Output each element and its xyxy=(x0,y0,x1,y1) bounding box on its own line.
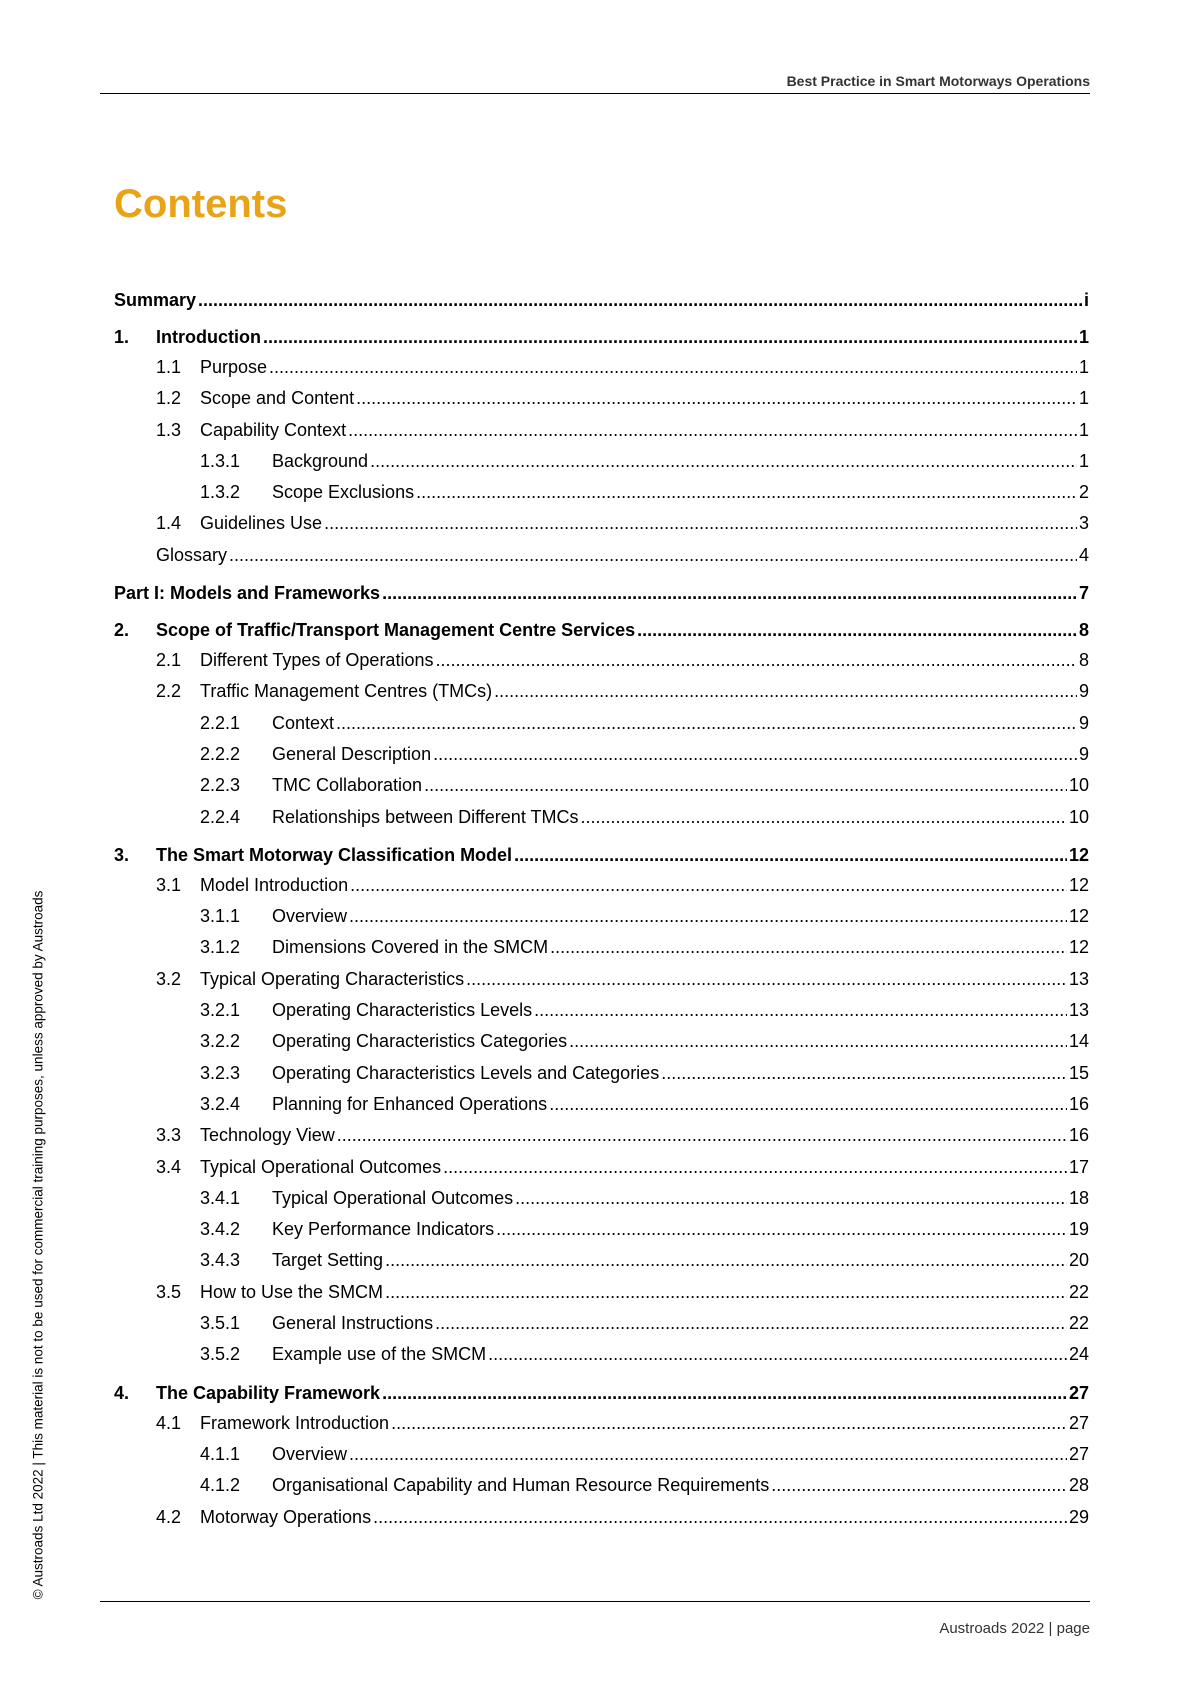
toc-entry-label: Scope and Content xyxy=(200,388,355,409)
toc-entry-label: Introduction xyxy=(156,327,261,347)
toc-entry[interactable] xyxy=(114,1308,1089,1339)
dot-leader xyxy=(488,1339,1067,1370)
toc-entry-label: Technology View xyxy=(200,1125,335,1146)
toc-entry[interactable] xyxy=(114,540,1089,571)
toc-entry-label: Part I: Models and Frameworks xyxy=(114,583,381,604)
toc-entry-number: 2.2.1 xyxy=(200,712,241,733)
toc-entry-page: 2 xyxy=(1078,482,1089,503)
toc-entry-label: Capability Context xyxy=(200,419,347,440)
toc-entry-number: 1.3.2 xyxy=(200,482,241,503)
toc-entry-label: Organisational Capability and Human Resource Requirements xyxy=(272,1475,770,1496)
toc-entry[interactable] xyxy=(114,1152,1089,1183)
toc-entry-page: 29 xyxy=(1068,1506,1089,1527)
dot-leader xyxy=(435,1308,1067,1339)
toc-entry-number: 2.1 xyxy=(156,650,182,671)
dot-leader xyxy=(382,1378,1067,1408)
dot-leader xyxy=(661,1058,1067,1089)
dot-leader xyxy=(416,477,1077,508)
toc-entry-label: Relationships between Different TMCs xyxy=(272,806,579,827)
toc-entry-page: 1 xyxy=(1078,388,1089,409)
toc-entry-page: 27 xyxy=(1068,1443,1089,1464)
dot-leader xyxy=(771,1470,1067,1501)
toc-entry-number: 3.1.2 xyxy=(200,937,241,958)
toc-entry-label: TMC Collaboration xyxy=(272,775,423,796)
toc-entry-number: 1.2 xyxy=(156,388,182,409)
toc-entry-label: General Description xyxy=(272,743,432,764)
header-divider xyxy=(100,93,1090,94)
toc-entry[interactable] xyxy=(114,840,1089,870)
toc-entry-label: Summary xyxy=(114,290,197,310)
toc-entry-number: 2. xyxy=(114,620,130,641)
toc-entry-label: Operating Characteristics Levels xyxy=(272,1000,533,1021)
toc-entry-label: The Capability Framework xyxy=(156,1382,381,1403)
toc-entry-label: Target Setting xyxy=(272,1250,384,1271)
toc-entry-page: 12 xyxy=(1068,844,1089,865)
toc-entry-number: 3.5.2 xyxy=(200,1344,241,1365)
dot-leader xyxy=(550,932,1067,963)
toc-entry-number: 2.2.3 xyxy=(200,775,241,796)
toc-entry-number: 3. xyxy=(114,844,130,865)
dot-leader xyxy=(356,383,1077,414)
toc-entry-number: 2.2.2 xyxy=(200,743,241,764)
toc-entry-page: 18 xyxy=(1068,1187,1089,1208)
toc-entry-label: Traffic Management Centres (TMCs) xyxy=(200,681,493,702)
toc-entry-number: 3.5 xyxy=(156,1281,182,1302)
dot-leader xyxy=(637,615,1077,645)
toc-entry-page: 3 xyxy=(1078,513,1089,534)
toc-entry[interactable] xyxy=(114,1378,1089,1408)
toc-entry-page: 17 xyxy=(1068,1156,1089,1177)
toc-entry-page: 27 xyxy=(1068,1412,1089,1433)
toc-entry-label: Model Introduction xyxy=(200,874,349,895)
toc-entry[interactable] xyxy=(114,964,1089,995)
toc-entry-label: Framework Introduction xyxy=(200,1412,390,1433)
toc-entry-number: 1.4 xyxy=(156,513,182,534)
toc-entry-page: 13 xyxy=(1068,1000,1089,1021)
toc-entry-page: 10 xyxy=(1068,775,1089,796)
dot-leader xyxy=(229,540,1077,571)
toc-entry-page: i xyxy=(1083,290,1089,310)
dot-leader xyxy=(515,1183,1067,1214)
toc-entry-label: Scope Exclusions xyxy=(272,482,415,503)
toc-entry-label: Typical Operational Outcomes xyxy=(272,1187,514,1208)
dot-leader xyxy=(433,739,1077,770)
toc-entry[interactable] xyxy=(114,1502,1089,1533)
dot-leader xyxy=(514,840,1067,870)
toc-entry-number: 3.2.2 xyxy=(200,1031,241,1052)
toc-entry-page: 4 xyxy=(1078,544,1089,565)
toc-entry[interactable] xyxy=(114,508,1089,539)
toc-entry-label: General Instructions xyxy=(272,1313,434,1334)
toc-entry-page: 1 xyxy=(1078,450,1089,471)
toc-entry-page: 7 xyxy=(1078,583,1089,604)
toc-entry-label: How to Use the SMCM xyxy=(200,1281,384,1302)
dot-leader xyxy=(350,870,1067,901)
toc-entry[interactable] xyxy=(114,477,1089,508)
toc-entry-page: 22 xyxy=(1068,1313,1089,1334)
toc-entry[interactable] xyxy=(114,995,1089,1026)
toc-entry-number: 4.1 xyxy=(156,1412,182,1433)
toc-entry[interactable] xyxy=(114,645,1089,676)
toc-entry-page: 15 xyxy=(1068,1062,1089,1083)
toc-entry-page: 28 xyxy=(1068,1475,1089,1496)
dot-leader xyxy=(336,708,1077,739)
dot-leader xyxy=(348,415,1077,446)
toc-entry-label: Planning for Enhanced Operations xyxy=(272,1093,548,1114)
toc-entry-label: Overview xyxy=(272,1443,348,1464)
copyright-notice: © Austroads Ltd 2022 | This material is not to be used for commercial training purposes, unless approved by Austroads xyxy=(30,890,46,1600)
running-header: Best Practice in Smart Motorways Operations xyxy=(786,73,1090,89)
toc-entry-label: Dimensions Covered in the SMCM xyxy=(272,937,549,958)
toc-entry-number: 3.1.1 xyxy=(200,906,241,927)
toc-entry[interactable] xyxy=(114,578,1089,608)
toc-entry-page: 16 xyxy=(1068,1125,1089,1146)
toc-entry-label: Motorway Operations xyxy=(200,1506,372,1527)
dot-leader xyxy=(263,322,1077,352)
dot-leader xyxy=(324,508,1077,539)
toc-entry[interactable] xyxy=(114,415,1089,446)
toc-entry-number: 2.2.4 xyxy=(200,806,241,827)
dot-leader xyxy=(385,1277,1067,1308)
dot-leader xyxy=(435,645,1077,676)
toc-entry-number: 3.4.2 xyxy=(200,1219,241,1240)
dot-leader xyxy=(373,1502,1067,1533)
toc-entry[interactable] xyxy=(114,383,1089,414)
toc-entry-label: Example use of the SMCM xyxy=(272,1344,487,1365)
dot-leader xyxy=(534,995,1067,1026)
toc-entry-number: 3.2.4 xyxy=(200,1093,241,1114)
toc-entry-page: 1 xyxy=(1078,357,1089,377)
toc-entry-number: 4. xyxy=(114,1382,130,1403)
toc-entry-label: Overview xyxy=(272,906,348,927)
toc-entry-number: 4.1.2 xyxy=(200,1475,241,1496)
toc-entry[interactable] xyxy=(114,1439,1089,1470)
toc-entry[interactable] xyxy=(114,802,1089,833)
toc-entry-page: 9 xyxy=(1078,681,1089,702)
toc-entry[interactable] xyxy=(114,870,1089,901)
toc-entry[interactable] xyxy=(114,285,1089,315)
toc-entry-page: 8 xyxy=(1078,620,1089,641)
dot-leader xyxy=(370,446,1077,477)
toc-entry[interactable] xyxy=(114,739,1089,770)
toc-entry-number: 1.3.1 xyxy=(200,450,241,471)
toc-entry-number: 2.2 xyxy=(156,681,182,702)
toc-entry[interactable] xyxy=(114,932,1089,963)
toc-entry-number: 1.3 xyxy=(156,419,182,440)
toc-entry-number: 1.1 xyxy=(156,357,182,377)
toc-entry[interactable] xyxy=(114,1058,1089,1089)
toc-entry-page: 22 xyxy=(1068,1281,1089,1302)
dot-leader xyxy=(385,1245,1067,1276)
toc-entry-label: Different Types of Operations xyxy=(200,650,434,671)
toc-entry-page: 12 xyxy=(1068,874,1089,895)
toc-entry-label: Purpose xyxy=(200,357,268,377)
footer-page-label: Austroads 2022 | page xyxy=(939,1620,1090,1637)
toc-entry-number: 3.2.1 xyxy=(200,1000,241,1021)
toc-entry[interactable] xyxy=(114,352,1089,383)
toc-entry-label: Background xyxy=(272,450,369,471)
toc-entry[interactable] xyxy=(114,322,1089,352)
toc-entry-page: 8 xyxy=(1078,650,1089,671)
toc-entry-number: 3.2.3 xyxy=(200,1062,241,1083)
toc-entry[interactable] xyxy=(114,1120,1089,1151)
toc-entry[interactable] xyxy=(114,708,1089,739)
toc-entry-label: Guidelines Use xyxy=(200,513,323,534)
dot-leader xyxy=(349,1439,1067,1470)
toc-entry[interactable] xyxy=(114,446,1089,477)
toc-entry-page: 27 xyxy=(1068,1382,1089,1403)
toc-entry-number: 3.4.1 xyxy=(200,1187,241,1208)
dot-leader xyxy=(569,1026,1067,1057)
toc-entry-label: The Smart Motorway Classification Model xyxy=(156,844,513,865)
table-of-contents xyxy=(114,285,1089,1533)
dot-leader xyxy=(496,1214,1067,1245)
toc-entry-page: 19 xyxy=(1068,1219,1089,1240)
dot-leader xyxy=(494,676,1077,707)
toc-entry-number: 4.1.1 xyxy=(200,1443,241,1464)
toc-entry[interactable] xyxy=(114,770,1089,801)
toc-entry[interactable] xyxy=(114,1245,1089,1276)
toc-entry-number: 3.4.3 xyxy=(200,1250,241,1271)
toc-entry-label: Typical Operational Outcomes xyxy=(200,1156,442,1177)
toc-entry[interactable] xyxy=(114,1339,1089,1370)
toc-entry[interactable] xyxy=(114,1470,1089,1501)
toc-entry-number: 3.2 xyxy=(156,968,182,989)
page-title: Contents xyxy=(114,182,288,226)
dot-leader xyxy=(349,901,1067,932)
toc-entry-number: 4.2 xyxy=(156,1506,182,1527)
toc-entry-number: 3.1 xyxy=(156,874,182,895)
toc-entry[interactable] xyxy=(114,676,1089,707)
toc-entry-number: 3.3 xyxy=(156,1125,182,1146)
dot-leader xyxy=(269,352,1077,383)
toc-entry-page: 1 xyxy=(1078,419,1089,440)
toc-entry-page: 12 xyxy=(1068,906,1089,927)
toc-entry-label: Key Performance Indicators xyxy=(272,1219,495,1240)
toc-entry-number: 1. xyxy=(114,327,130,347)
toc-entry-page: 9 xyxy=(1078,712,1089,733)
toc-entry-page: 10 xyxy=(1068,806,1089,827)
toc-entry-page: 9 xyxy=(1078,743,1089,764)
toc-entry[interactable] xyxy=(114,1214,1089,1245)
toc-entry[interactable] xyxy=(114,615,1089,645)
footer-divider xyxy=(100,1601,1090,1602)
toc-entry-label: Operating Characteristics Categories xyxy=(272,1031,568,1052)
dot-leader xyxy=(443,1152,1067,1183)
toc-entry-label: Typical Operating Characteristics xyxy=(200,968,465,989)
dot-leader xyxy=(391,1408,1067,1439)
toc-entry-page: 20 xyxy=(1068,1250,1089,1271)
dot-leader xyxy=(337,1120,1067,1151)
dot-leader xyxy=(424,770,1067,801)
toc-entry-page: 14 xyxy=(1068,1031,1089,1052)
toc-entry-number: 3.5.1 xyxy=(200,1313,241,1334)
dot-leader xyxy=(580,802,1066,833)
toc-entry-number: 3.4 xyxy=(156,1156,182,1177)
dot-leader xyxy=(466,964,1067,995)
toc-entry[interactable] xyxy=(114,1408,1089,1439)
toc-entry-page: 1 xyxy=(1078,327,1089,347)
dot-leader xyxy=(198,285,1082,315)
toc-entry-label: Glossary xyxy=(156,544,228,565)
toc-entry-page: 24 xyxy=(1068,1344,1089,1365)
toc-entry-page: 13 xyxy=(1068,968,1089,989)
dot-leader xyxy=(549,1089,1067,1120)
toc-entry-page: 12 xyxy=(1068,937,1089,958)
toc-entry[interactable] xyxy=(114,901,1089,932)
toc-entry-label: Operating Characteristics Levels and Categories xyxy=(272,1062,660,1083)
toc-entry-label: Scope of Traffic/Transport Management Centre Services xyxy=(156,620,636,641)
toc-entry[interactable] xyxy=(114,1026,1089,1057)
toc-entry-label: Context xyxy=(272,712,335,733)
dot-leader xyxy=(382,578,1077,608)
toc-entry[interactable] xyxy=(114,1277,1089,1308)
toc-entry[interactable] xyxy=(114,1089,1089,1120)
toc-entry-page: 16 xyxy=(1068,1093,1089,1114)
toc-entry[interactable] xyxy=(114,1183,1089,1214)
